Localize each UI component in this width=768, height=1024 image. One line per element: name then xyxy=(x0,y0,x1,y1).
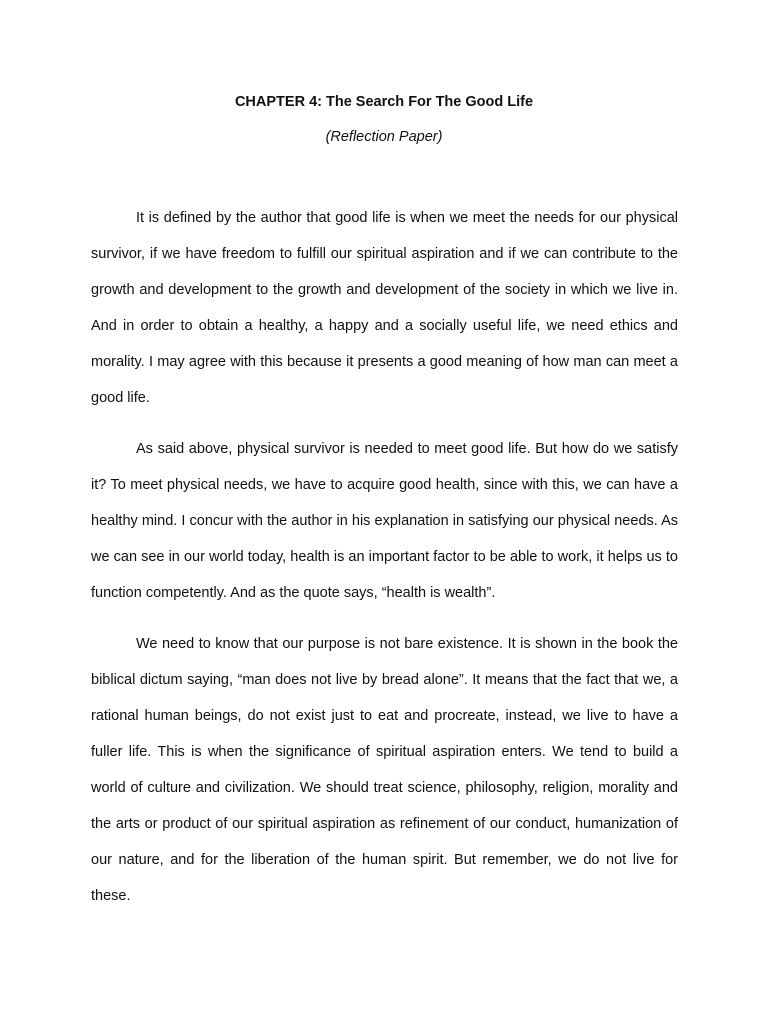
paragraph: We need to know that our purpose is not bare existence. It is shown in the book the biblical dictum saying, “man does not live by bread alone”. It means that the fact that we, a rational human beings, do not exist just to eat and procreate, instead, we live to have a fuller life. This is when the significance of spiritual aspiration enters. We tend to build a world of culture and civilization. We should treat science, philosophy, religion, morality and the arts or product of our spiritual aspiration as refinement of our conduct, humanization of our nature, and for the liberation of the human spirit. But remember, we do not live for these. xyxy=(91,636,678,904)
document-subtitle: (Reflection Paper) xyxy=(325,129,443,145)
chapter-title: CHAPTER 4: The Search For The Good Life xyxy=(234,94,534,110)
document-body xyxy=(91,200,678,929)
paragraph: As said above, physical survivor is needed to meet good life. But how do we satisfy it? To meet physical needs, we have to acquire good health, since with this, we can have a healthy mind. I concur with the author in his explanation in satisfying our physical needs. As we can see in our world today, health is an important factor to be able to work, it helps us to function competently. And as the quote says, “health is wealth”. xyxy=(91,441,678,601)
paragraph: It is defined by the author that good life is when we meet the needs for our physical survivor, if we have freedom to fulfill our spiritual aspiration and if we can contribute to the growth and development to the growth and development of the society in which we live in. And in order to obtain a healthy, a happy and a socially useful life, we need ethics and morality. I may agree with this because it presents a good meaning of how man can meet a good life. xyxy=(91,210,678,406)
